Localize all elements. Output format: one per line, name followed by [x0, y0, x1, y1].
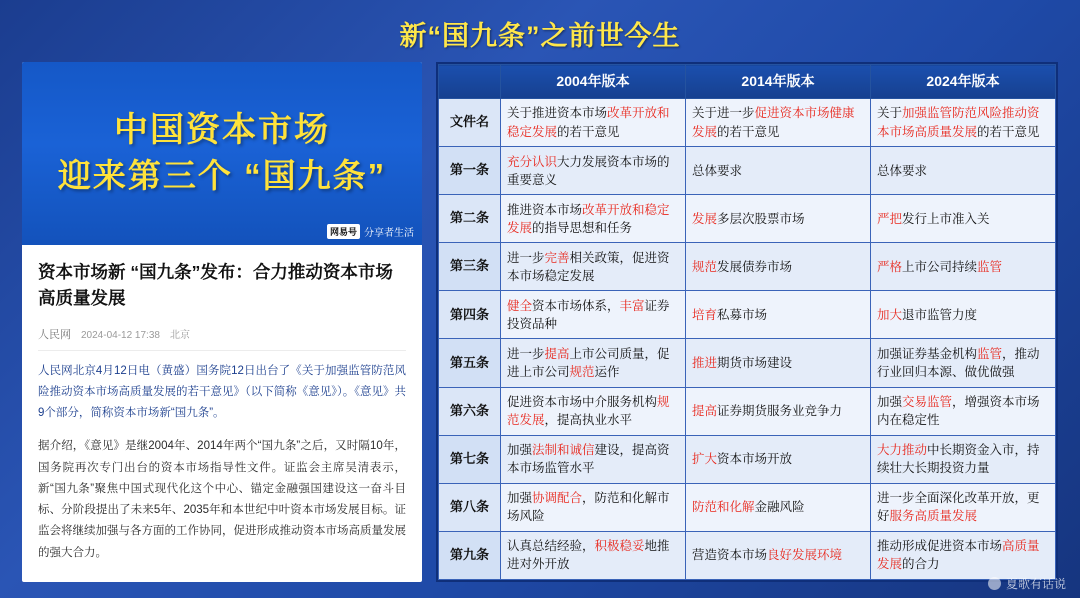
cell-text: 证券期货服务业竞争力	[717, 404, 843, 419]
table-row	[439, 147, 1056, 195]
table-row	[439, 435, 1056, 483]
column-header-2004: 2004年版本	[501, 65, 686, 99]
cell-text: 的若干意见	[717, 124, 780, 139]
cell-text: 的若干意见	[557, 124, 620, 139]
cell-text: 多层次股票市场	[717, 211, 805, 226]
table-cell	[686, 99, 871, 147]
row-label: 文件名	[439, 99, 501, 147]
highlighted-text: 完善	[544, 250, 570, 265]
cell-text: 上市公司持续	[902, 259, 978, 274]
highlighted-text: 推进	[692, 355, 718, 370]
page-title: 新“国九条”之前世今生	[399, 21, 681, 51]
table-cell	[871, 435, 1056, 483]
highlighted-text: 规范	[569, 365, 595, 380]
row-label: 第九条	[439, 531, 501, 579]
table-cell	[501, 291, 686, 339]
cell-text: 大力发展资本市场的重要意义	[507, 154, 670, 187]
cell-text: 推进资本市场	[507, 202, 583, 217]
highlighted-text: 加强监管防范风险推动资本市场高质量发展	[877, 106, 1040, 139]
cell-text: 的若干意见	[977, 124, 1040, 139]
highlighted-text: 监管	[977, 259, 1003, 274]
highlighted-text: 丰富	[619, 298, 645, 313]
table-cell	[686, 195, 871, 243]
article-timestamp: 2024-04-12 17:38	[81, 329, 160, 341]
table-row	[439, 243, 1056, 291]
cell-text: 推动形成促进资本市场	[877, 539, 1003, 554]
cell-text: 促进资本市场中介服务机构	[507, 394, 658, 409]
table-cell	[501, 195, 686, 243]
cell-text: 加强证券基金机构	[877, 346, 978, 361]
table-cell	[501, 147, 686, 195]
table-cell	[871, 291, 1056, 339]
watermark	[988, 575, 1066, 592]
table-cell	[501, 483, 686, 531]
comparison-table	[438, 64, 1056, 580]
cell-text: 地推进对外开放	[507, 539, 670, 572]
cell-text: 建设，提高资本市场监管水平	[507, 443, 670, 476]
cell-text: 加强	[507, 443, 533, 458]
table-cell	[871, 147, 1056, 195]
article-source: 人民网	[38, 328, 71, 341]
article-hero-image	[22, 62, 422, 245]
row-label: 第五条	[439, 339, 501, 387]
table-cell	[686, 531, 871, 579]
cell-text: 关于推进资本市场	[507, 106, 608, 121]
row-label: 第一条	[439, 147, 501, 195]
highlighted-text: 严格	[877, 259, 903, 274]
cell-text: 关于	[877, 106, 903, 121]
highlighted-text: 规范	[692, 259, 718, 274]
row-label: 第六条	[439, 387, 501, 435]
table-body	[439, 99, 1056, 580]
watermark-avatar-icon	[988, 577, 1001, 590]
cell-text: 总体要求	[877, 163, 928, 178]
table-cell	[871, 339, 1056, 387]
table-cell	[686, 387, 871, 435]
highlighted-text: 发展	[692, 211, 718, 226]
cell-text: 认真总结经验，	[507, 539, 595, 554]
cell-text: 上市公司质量，促进上市公司	[507, 346, 670, 380]
table-cell	[686, 435, 871, 483]
article-location: 北京	[169, 329, 190, 341]
cell-text: 相关政策，促进资本市场稳定发展	[507, 250, 670, 283]
highlighted-text: 良好发展环境	[767, 548, 843, 563]
article-paragraph-1: 人民网北京4月12日电（黄盛）国务院12日出台了《关于加强监管防范风险推动资本市场高质量发展的若干意见》（以下简称《意见》）。《意见》共9个部分，简称资本市场新“国九条”。	[38, 364, 406, 420]
cell-text: ，增强资本市场内在稳定性	[877, 394, 1040, 428]
highlighted-text: 健全	[507, 298, 533, 313]
row-label: 第八条	[439, 483, 501, 531]
cell-text: 金融风险	[754, 500, 805, 515]
highlighted-text: 培育	[692, 307, 718, 322]
highlighted-text: 法制和诚信	[532, 443, 595, 458]
table-cell	[871, 99, 1056, 147]
cell-text: 期货市场建设	[717, 355, 793, 370]
article-card	[22, 62, 422, 582]
cell-text: 的指导思想和任务	[532, 220, 633, 235]
row-label: 第二条	[439, 195, 501, 243]
table-cell	[501, 435, 686, 483]
table-cell	[686, 291, 871, 339]
cell-text: 加强	[877, 394, 903, 409]
article-paragraph-2: 据介绍，《意见》是继2004年、2014年两个“国九条”之后，又时隔10年，国务院再次专门出台的资本市场指导性文件。证监会主席吴清表示，新“国九条”聚焦中国式现代化这个中心、锚定金融强国建设这一奋斗目标、分阶段提出了未来5年、2035年和本世纪中叶资本市场发展目标。证监会将继续加强与各方面的工作协同，促进形成推动资本市场高质量发展的强大合力。	[38, 440, 406, 559]
table-cell	[686, 339, 871, 387]
column-header-2024: 2024年版本	[871, 65, 1056, 99]
row-label: 第七条	[439, 435, 501, 483]
table-cell	[871, 243, 1056, 291]
cell-text: 加强	[507, 491, 533, 506]
hero-source-badge	[327, 224, 414, 239]
highlighted-text: 促进资本市场健康发展	[692, 106, 855, 139]
table-cell	[871, 195, 1056, 243]
cell-text: 资本市场体系，	[532, 298, 620, 313]
cell-text: 发展债券市场	[717, 259, 793, 274]
highlighted-text: 交易监管	[902, 394, 953, 409]
highlighted-text: 改革开放和稳定发展	[507, 202, 670, 235]
highlighted-text: 服务高质量发展	[889, 509, 978, 524]
table-cell	[686, 147, 871, 195]
cell-text: 进一步	[507, 250, 545, 265]
article-body	[22, 245, 422, 582]
comparison-table-wrapper	[436, 62, 1058, 582]
highlighted-text: 改革开放和稳定发展	[507, 106, 670, 139]
table-row	[439, 483, 1056, 531]
cell-text: 发行上市准入关	[902, 211, 990, 226]
table-cell	[871, 387, 1056, 435]
table-corner-cell	[439, 65, 501, 99]
content-area	[0, 62, 1080, 582]
hero-title-line-1: 中国资本市场	[114, 111, 330, 150]
highlighted-text: 充分认识	[507, 154, 558, 169]
cell-text: 证券投资品种	[507, 298, 670, 331]
cell-text: 私募市场	[717, 307, 768, 322]
highlighted-text: 积极稳妥	[594, 539, 645, 554]
cell-text: 运作	[594, 365, 620, 380]
highlighted-text: 防范和化解	[692, 500, 755, 515]
cell-text: 总体要求	[692, 163, 743, 178]
highlighted-text: 扩大	[692, 452, 718, 467]
table-row	[439, 339, 1056, 387]
cell-text: 中长期资金入市，持续壮大长期投资力量	[877, 443, 1040, 476]
highlighted-text: 协调配合	[532, 491, 583, 506]
cell-text: ，推动行业回归本源、做优做强	[877, 346, 1040, 380]
highlighted-text: 监管	[977, 346, 1003, 361]
cell-text: 的合力	[902, 557, 940, 572]
highlighted-text: 加大	[877, 307, 903, 322]
watermark-text: 夏歌有话说	[1005, 577, 1066, 591]
highlighted-text: 大力推动	[877, 443, 928, 458]
cell-text: 营造资本市场	[692, 548, 768, 563]
table-head	[439, 65, 1056, 99]
table-row	[439, 99, 1056, 147]
cell-text: 关于进一步	[692, 106, 755, 121]
table-cell	[501, 531, 686, 579]
highlighted-text: 提高	[692, 404, 718, 419]
article-headline: 资本市场新 “国九条”发布：合力推动资本市场高质量发展	[38, 262, 393, 309]
row-label: 第三条	[439, 243, 501, 291]
highlighted-text: 提高	[544, 346, 570, 361]
hero-title-line-2: 迎来第三个 “国九条”	[57, 157, 387, 195]
table-cell	[686, 243, 871, 291]
cell-text: ，提高执业水平	[544, 413, 633, 428]
table-row	[439, 531, 1056, 579]
hero-badge-text: 分享者生活	[364, 228, 414, 240]
table-cell	[871, 531, 1056, 579]
table-cell	[501, 243, 686, 291]
table-cell	[501, 339, 686, 387]
netease-logo: 网易号	[327, 224, 360, 239]
table-row	[439, 387, 1056, 435]
cell-text: 退市监管力度	[902, 307, 978, 322]
article-meta	[38, 326, 406, 351]
table-cell	[501, 387, 686, 435]
table-row	[439, 291, 1056, 339]
cell-text: 资本市场开放	[717, 452, 793, 467]
highlighted-text: 高质量发展	[877, 539, 1040, 572]
table-cell	[686, 483, 871, 531]
column-header-2014: 2014年版本	[686, 65, 871, 99]
cell-text: 进一步全面深化改革开放，更好	[877, 491, 1040, 524]
row-label: 第四条	[439, 291, 501, 339]
highlighted-text: 严把	[877, 211, 903, 226]
table-cell	[871, 483, 1056, 531]
table-cell	[501, 99, 686, 147]
table-row	[439, 195, 1056, 243]
cell-text: 进一步	[507, 346, 545, 361]
cell-text: ，防范和化解市场风险	[507, 491, 670, 524]
table-header-row	[439, 65, 1056, 99]
highlighted-text: 规范发展	[507, 394, 670, 428]
